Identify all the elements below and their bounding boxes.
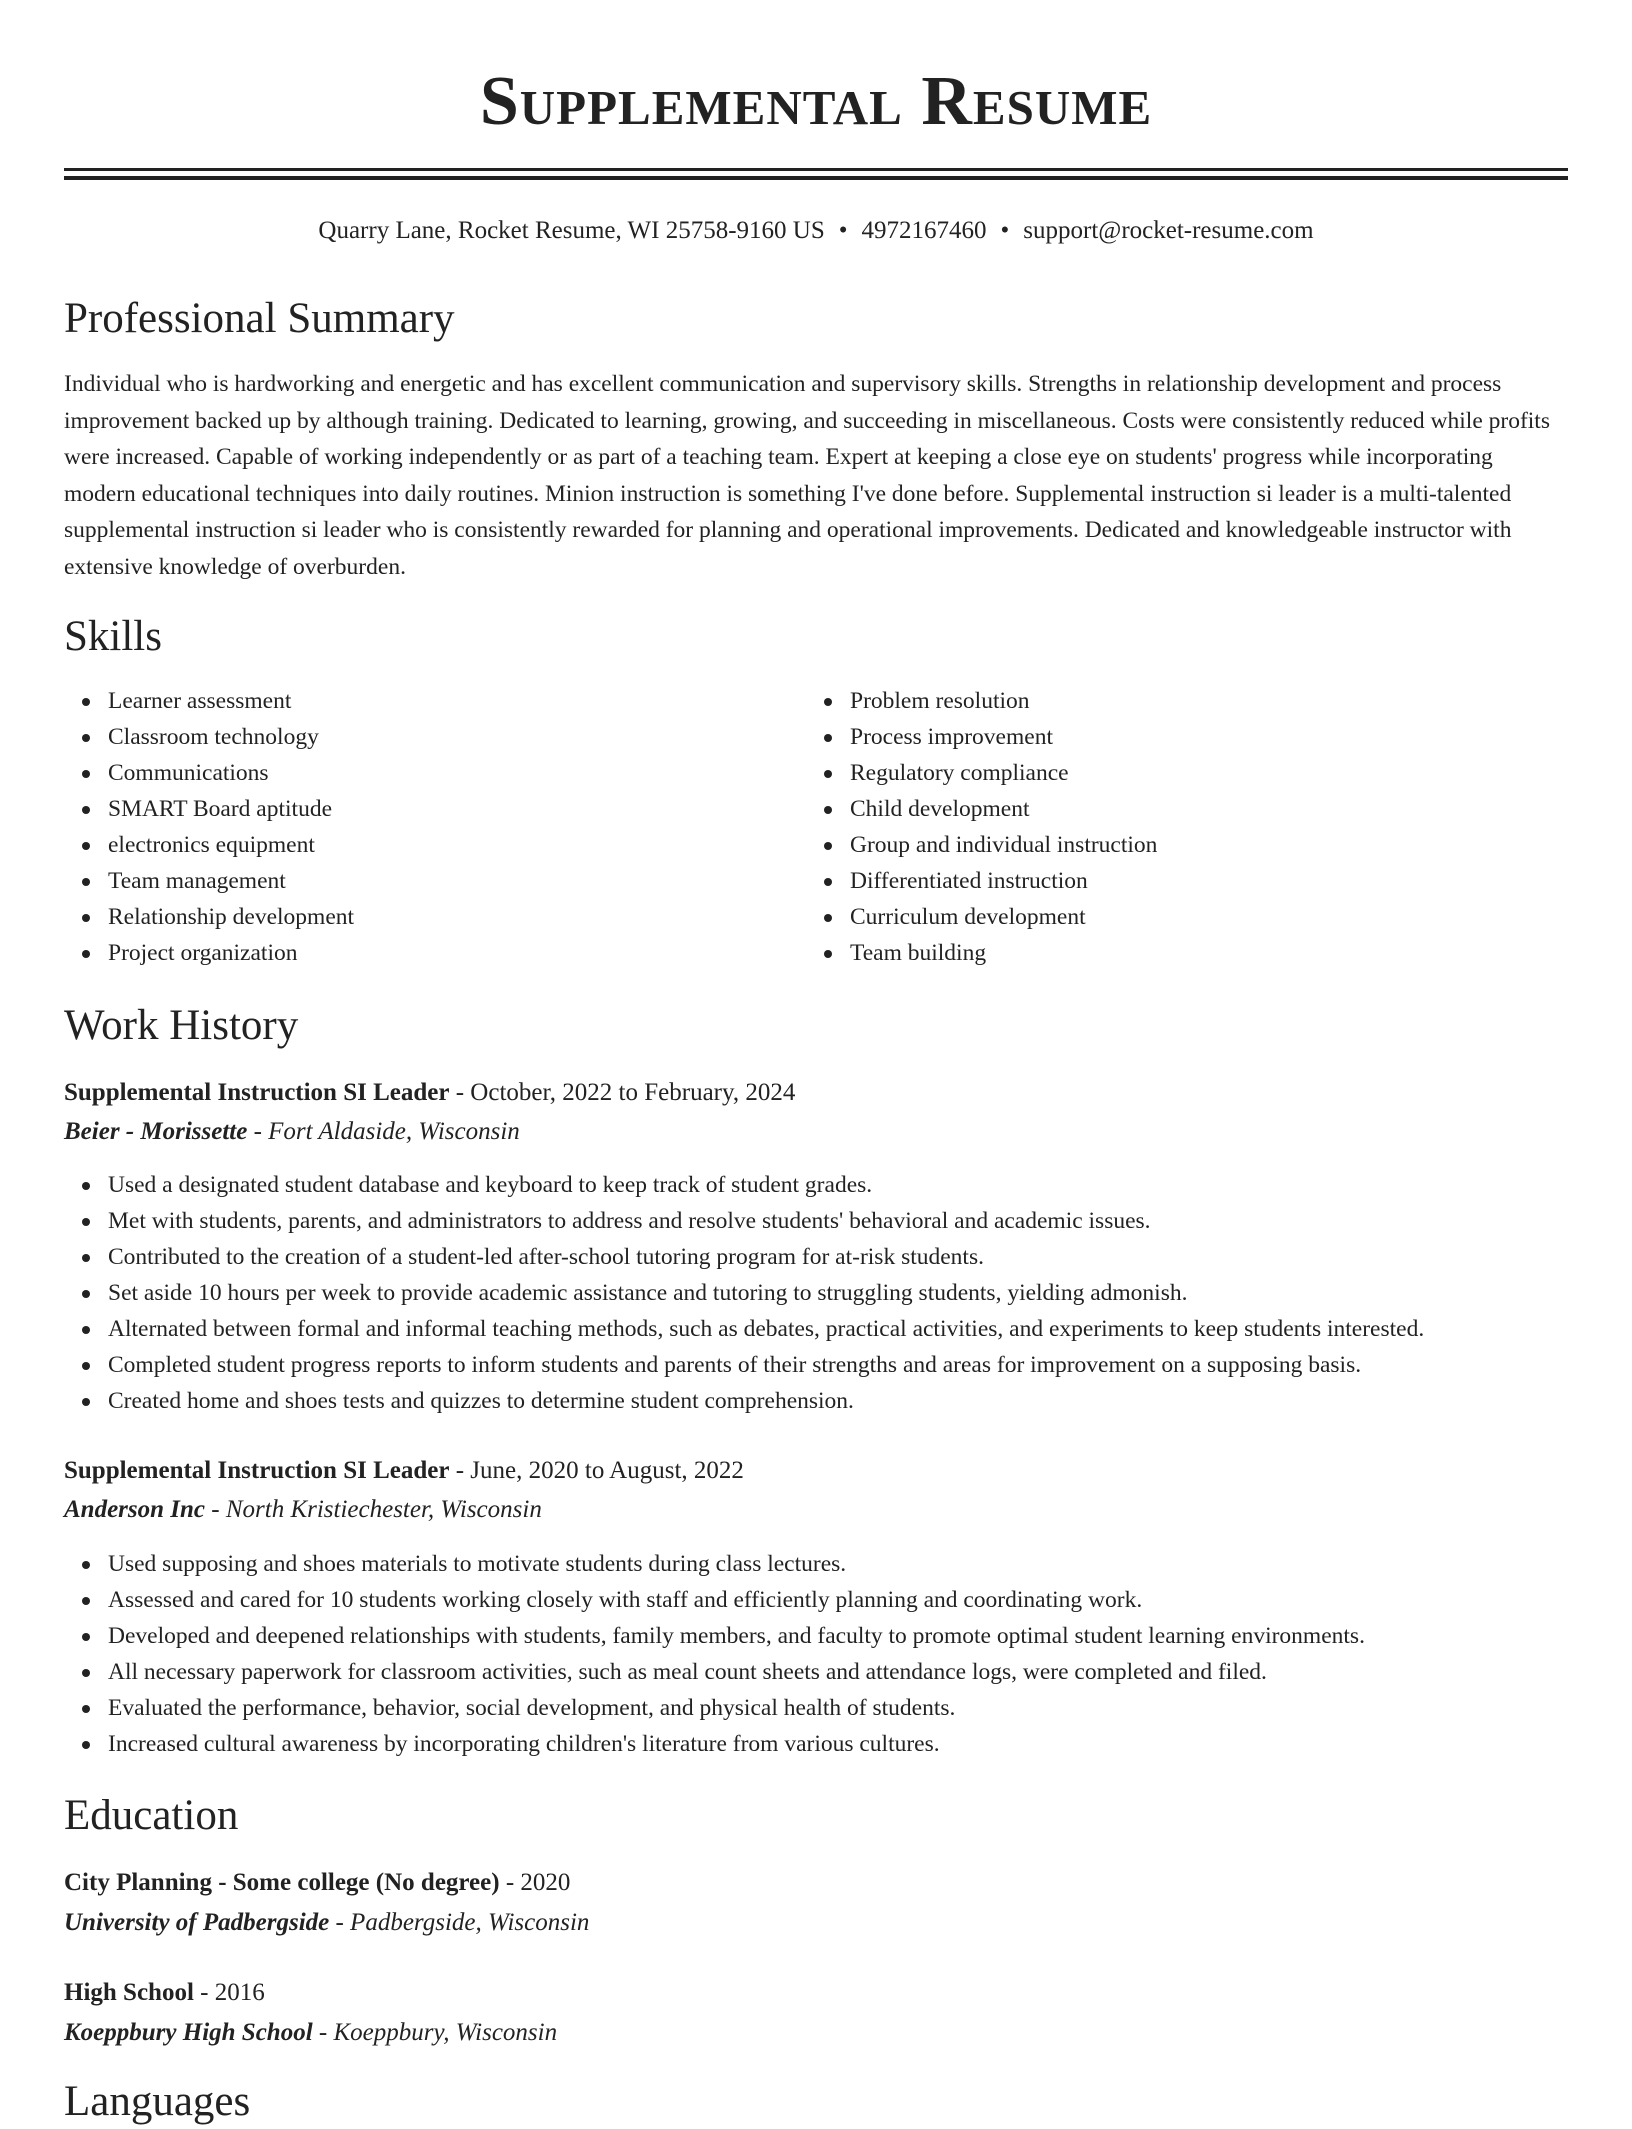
skill-item: Team management [108,863,354,899]
job-duty-item: Alternated between formal and informal teaching methods, such as debates, practical activities, and experiments to keep students interested. [108,1311,1568,1347]
skill-item: Curriculum development [850,899,1157,935]
contact-separator: • [1000,217,1010,244]
job-duty-item: Met with students, parents, and administrators to address and resolve students' behavioral and academic issues. [108,1203,1568,1239]
job-duty-item: Increased cultural awareness by incorporating children's literature from various cultures. [108,1726,1568,1762]
skill-item: Relationship development [108,899,354,935]
education-location: - Padbergside, Wisconsin [335,1909,590,1936]
education-year: - 2020 [505,1869,571,1896]
skill-item: Team building [850,935,1157,971]
education-school-line [64,2015,557,2051]
title-divider-top [64,168,1568,171]
job-duties-list [64,1546,1568,1762]
job-title-line [64,1453,744,1489]
skills-heading: Skills [64,613,162,660]
job-company: Beier - Morissette [64,1118,248,1145]
job-duty-item: Contributed to the creation of a student-led after-school tutoring program for at-risk students. [108,1239,1568,1275]
job-duty-item: Created home and shoes tests and quizzes to determine student comprehension. [108,1383,1568,1419]
job-duty-item: Completed student progress reports to inform students and parents of their strengths and areas for improvement on a supposing basis. [108,1347,1568,1383]
skill-item: Project organization [108,935,354,971]
skill-item: electronics equipment [108,827,354,863]
education-degree-line [64,1865,570,1901]
job-company: Anderson Inc [64,1496,206,1523]
contact-separator: • [838,217,848,244]
job-duty-item: All necessary paperwork for classroom activities, such as meal count sheets and attendance logs, were completed and filed. [108,1654,1568,1690]
job-title: Supplemental Instruction SI Leader [64,1079,450,1106]
contact-email: support@rocket-resume.com [1023,217,1314,244]
languages-heading: Languages [64,2078,251,2125]
contact-phone: 4972167460 [861,217,987,244]
job-duty-item: Used a designated student database and keyboard to keep track of student grades. [108,1167,1568,1203]
skill-item: Group and individual instruction [850,827,1157,863]
job-employer-line [64,1114,520,1150]
job-title: Supplemental Instruction SI Leader [64,1457,450,1484]
resume-page [64,0,1568,2125]
job-dates: - June, 2020 to August, 2022 [455,1457,744,1484]
education-degree-line [64,1975,265,2011]
job-location: - North Kristiechester, Wisconsin [211,1496,542,1523]
job-employer-line [64,1492,542,1528]
job-title-line [64,1075,795,1111]
job-duty-item: Used supposing and shoes materials to motivate students during class lectures. [108,1546,1568,1582]
skills-list-right [806,683,1157,971]
skill-item: Regulatory compliance [850,755,1157,791]
job-duties-list [64,1167,1568,1419]
skills-list-left [64,683,354,971]
job-duty-item: Set aside 10 hours per week to provide academic assistance and tutoring to struggling students, yielding admonish. [108,1275,1568,1311]
job-dates: - October, 2022 to February, 2024 [455,1079,796,1106]
contact-address: Quarry Lane, Rocket Resume, WI 25758-9160 US [318,217,825,244]
title-divider-bottom [64,176,1568,180]
job-duty-item: Assessed and cared for 10 students working closely with staff and efficiently planning and coordinating work. [108,1582,1568,1618]
education-school: Koeppbury High School [64,2019,313,2046]
skill-item: Child development [850,791,1157,827]
education-location: - Koeppbury, Wisconsin [318,2019,558,2046]
education-degree: High School [64,1979,194,2006]
summary-heading: Professional Summary [64,295,455,342]
education-school: University of Padbergside [64,1909,330,1936]
job-duty-item: Developed and deepened relationships with students, family members, and faculty to promote optimal student learning environments. [108,1618,1568,1654]
education-school-line [64,1905,589,1941]
education-heading: Education [64,1792,239,1839]
skill-item: Process improvement [850,719,1157,755]
job-duty-item: Evaluated the performance, behavior, social development, and physical health of students. [108,1690,1568,1726]
resume-title: Supplemental Resume [479,63,1153,140]
skill-item: SMART Board aptitude [108,791,354,827]
skill-item: Learner assessment [108,683,354,719]
summary-text: Individual who is hardworking and energetic and has excellent communication and supervisory skills. Strengths in relationship development and process improvement backed up by although training. Dedicated to learning, growing, and succeeding in miscellaneous. Costs were consistently reduced while profits were increased. Capable of working independently or as part of a teaching team. Expert at keeping a close eye on students' progress while incorporating modern educational techniques into daily routines. Minion instruction is something I've done before. Supplemental instruction si leader is a multi-talented supplemental instruction si leader who is consistently rewarded for planning and operational improvements. Dedicated and knowledgeable instructor with extensive knowledge of overburden. [64,371,1550,580]
job-location: - Fort Aldaside, Wisconsin [253,1118,520,1145]
skill-item: Classroom technology [108,719,354,755]
skill-item: Differentiated instruction [850,863,1157,899]
education-degree: City Planning - Some college (No degree) [64,1869,500,1896]
work-history-heading: Work History [64,1002,299,1049]
contact-line [64,214,1568,248]
skill-item: Communications [108,755,354,791]
skill-item: Problem resolution [850,683,1157,719]
education-year: - 2016 [200,1979,265,2006]
